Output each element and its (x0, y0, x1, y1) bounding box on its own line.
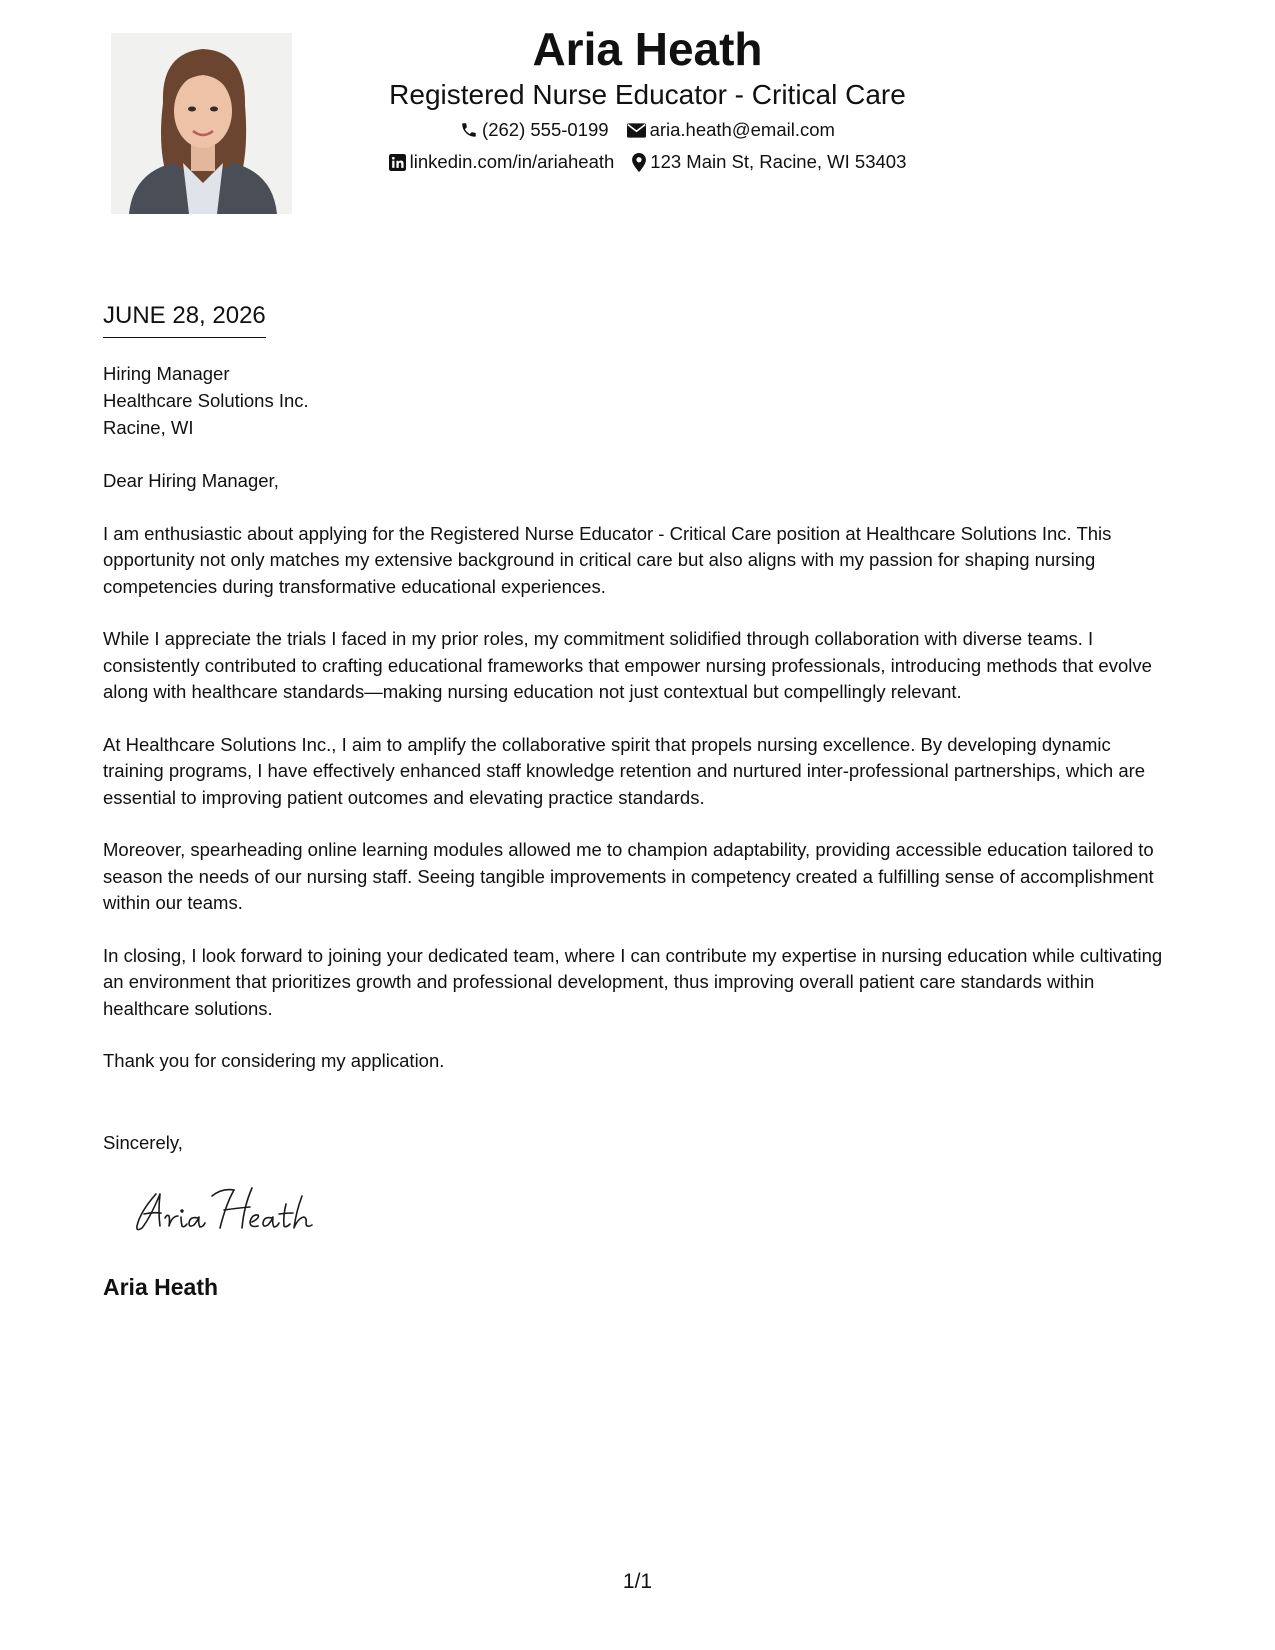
contact-address (632, 150, 906, 174)
job-title: Registered Nurse Educator - Critical Care (389, 79, 906, 110)
phone-icon (460, 121, 478, 139)
recipient-location: Racine, WI (103, 417, 194, 438)
linkedin-icon (389, 154, 406, 171)
recipient-company: Healthcare Solutions Inc. (103, 390, 309, 411)
phone-number: (262) 555-0199 (482, 119, 609, 140)
contact-email (627, 118, 835, 142)
contact-row-2 (300, 150, 995, 174)
thanks-line: Thank you for considering my application. (103, 1050, 445, 1071)
letter-date: JUNE 28, 2026 (103, 300, 266, 338)
body-paragraph: In closing, I look forward to joining your dedicated team, where I can contribute my expertise in nursing education while cultivating an environment that prioritizes growth and professional development, thus improving overall patient care standards within healthcare solutions. (103, 944, 1163, 1019)
map-pin-icon (632, 153, 646, 172)
signer-name: Aria Heath (103, 1274, 219, 1300)
salutation: Dear Hiring Manager, (103, 470, 279, 491)
letter-body (103, 468, 1175, 1101)
applicant-name: Aria Heath (532, 23, 763, 75)
body-paragraph: While I appreciate the trials I faced in my prior roles, my commitment solidified through collaboration with diverse teams. I consistently contributed to crafting educational frameworks that empower nursing professionals, introducing methods that evolve along with healthcare standards—making nursing education not just contextual but compellingly relevant. (103, 628, 1152, 702)
page-number: 1/1 (622, 1570, 653, 1593)
signature-image (134, 1182, 334, 1242)
recipient-block (103, 360, 309, 441)
body-paragraph: At Healthcare Solutions Inc., I aim to amplify the collaborative spirit that propels nursing excellence. By developing dynamic training programs, I have effectively enhanced staff knowledge retention and nurtured inter-professional partnerships, which are essential to improving patient outcomes and elevating practice standards. (103, 733, 1146, 808)
street-address: 123 Main St, Racine, WI 53403 (650, 151, 907, 172)
profile-photo (111, 33, 292, 214)
envelope-icon (627, 123, 646, 138)
email-address: aria.heath@email.com (649, 119, 835, 140)
contact-row-1 (300, 118, 995, 142)
recipient-name: Hiring Manager (103, 363, 230, 384)
body-paragraph: I am enthusiastic about applying for the Registered Nurse Educator - Critical Care position at Healthcare Solutions Inc. This opportunity not only matches my extensive background in critical care but also aligns with my passion for shaping nursing competencies during transformative educational experiences. (103, 522, 1112, 597)
body-paragraph: Moreover, spearheading online learning modules allowed me to champion adaptability, providing accessible education tailored to season the needs of our nursing staff. Seeing tangible improvements in competency created a fulfilling sense of accomplishment within our teams. (103, 839, 1154, 913)
portrait-image (111, 33, 292, 214)
linkedin-url: linkedin.com/in/ariaheath (409, 151, 615, 172)
contact-linkedin (389, 150, 615, 174)
contact-phone (460, 118, 609, 142)
letter-header (300, 20, 995, 174)
handwritten-signature (134, 1182, 334, 1247)
closing-line: Sincerely, (103, 1132, 183, 1153)
